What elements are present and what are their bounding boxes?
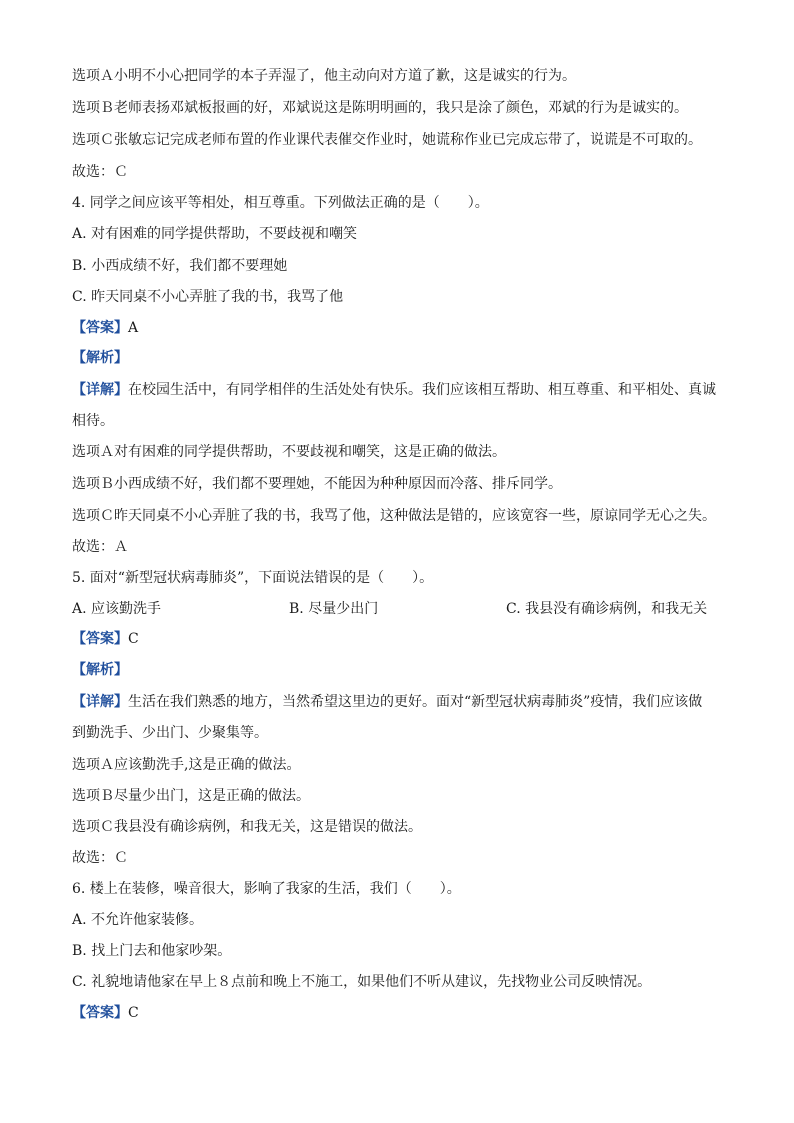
q5-option-b: B. 尽量少出门 xyxy=(289,601,379,617)
answer-tag: 答案 xyxy=(86,320,114,336)
q4-explain-a: 选项Ａ对有困难的同学提供帮助，不要歧视和嘲笑，这是正确的做法。 xyxy=(72,444,506,460)
answer-tag: 答案 xyxy=(86,631,114,647)
q5-explain-a: 选项Ａ应该勤洗手,这是正确的做法。 xyxy=(72,757,301,773)
q5-answer: 【答案】C xyxy=(72,631,139,647)
q5-explain-b: 选项Ｂ尽量少出门，这是正确的做法。 xyxy=(72,788,310,804)
answer-value: A xyxy=(128,320,139,336)
q6-option-c: C. 礼貌地请他家在早上８点前和晚上不施工，如果他们不听从建议，先找物业公司反映情况。 xyxy=(72,974,652,990)
q4-option-c: C. 昨天同桌不小心弄脏了我的书，我骂了他 xyxy=(72,289,344,305)
q3-option-c-explanation: 选项Ｃ张敏忘记完成老师布置的作业课代表催交作业时，她谎称作业已完成忘带了，说谎是不可取的。 xyxy=(72,132,702,148)
analysis-tag: 解析 xyxy=(86,350,114,366)
answer-value: C xyxy=(128,1005,139,1021)
q4-answer: 【答案】A xyxy=(72,320,139,336)
q4-explain-b: 选项Ｂ小西成绩不好，我们都不要理她，不能因为种种原因而冷落、排斥同学。 xyxy=(72,476,562,492)
q6-question: 6. 楼上在装修，噪音很大，影响了我家的生活，我们（ ）。 xyxy=(72,881,461,897)
q3-option-b-explanation: 选项Ｂ老师表扬邓斌板报画的好，邓斌说这是陈明明画的，我只是涂了颜色，邓斌的行为是诚实的。 xyxy=(72,100,688,116)
detail-text: 在校园生活中，有同学相伴的生活处处有快乐。我们应该相互帮助、相互尊重、和平相处、真诚 xyxy=(128,382,716,398)
q4-question: 4. 同学之间应该平等相处，相互尊重。下列做法正确的是（ ）。 xyxy=(72,195,489,211)
detail-tag: 详解 xyxy=(86,382,114,398)
q3-conclusion: 故选：Ｃ xyxy=(72,164,128,180)
q4-option-b: B. 小西成绩不好，我们都不要理她 xyxy=(72,258,288,274)
analysis-tag: 解析 xyxy=(86,662,114,678)
q6-option-b: B. 找上门去和他家吵架。 xyxy=(72,943,232,959)
answer-tag: 答案 xyxy=(86,1005,114,1021)
q5-question: 5. 面对“新型冠状病毒肺炎”，下面说法错误的是（ ）。 xyxy=(72,570,434,586)
q5-explain-c: 选项Ｃ我县没有确诊病例，和我无关，这是错误的做法。 xyxy=(72,819,422,835)
detail-text: 生活在我们熟悉的地方，当然希望这里边的更好。面对“新型冠状病毒肺炎”疫情，我们应该做 xyxy=(128,694,703,710)
q4-option-a: A. 对有困难的同学提供帮助，不要歧视和嘲笑 xyxy=(72,226,358,242)
q5-conclusion: 故选：Ｃ xyxy=(72,850,128,866)
q3-option-a-explanation: 选项Ａ小明不小心把同学的本子弄湿了，他主动向对方道了歉，这是诚实的行为。 xyxy=(72,68,576,84)
q4-explain-c: 选项Ｃ昨天同桌不小心弄脏了我的书，我骂了他，这种做法是错的，应该宽容一些，原谅同学无心之失。 xyxy=(72,508,716,524)
q5-option-c: C. 我县没有确诊病例，和我无关 xyxy=(506,601,708,617)
q6-answer: 【答案】C xyxy=(72,1005,139,1021)
q6-option-a: A. 不允许他家装修。 xyxy=(72,912,204,928)
q4-detail: 【详解】在校园生活中，有同学相伴的生活处处有快乐。我们应该相互帮助、相互尊重、和平相处、真诚 xyxy=(72,382,716,398)
answer-value: C xyxy=(128,631,139,647)
q4-analysis-heading: 【解析】 xyxy=(72,350,128,366)
detail-tag: 详解 xyxy=(86,694,114,710)
q5-analysis-heading: 【解析】 xyxy=(72,662,128,678)
q4-detail-continued: 相待。 xyxy=(72,413,114,429)
q5-option-a: A. 应该勤洗手 xyxy=(72,601,162,617)
q5-detail-continued: 到勤洗手、少出门、少聚集等。 xyxy=(72,725,268,741)
q5-detail: 【详解】生活在我们熟悉的地方，当然希望这里边的更好。面对“新型冠状病毒肺炎”疫情，我们应该做 xyxy=(72,694,703,710)
q4-conclusion: 故选：Ａ xyxy=(72,539,128,555)
